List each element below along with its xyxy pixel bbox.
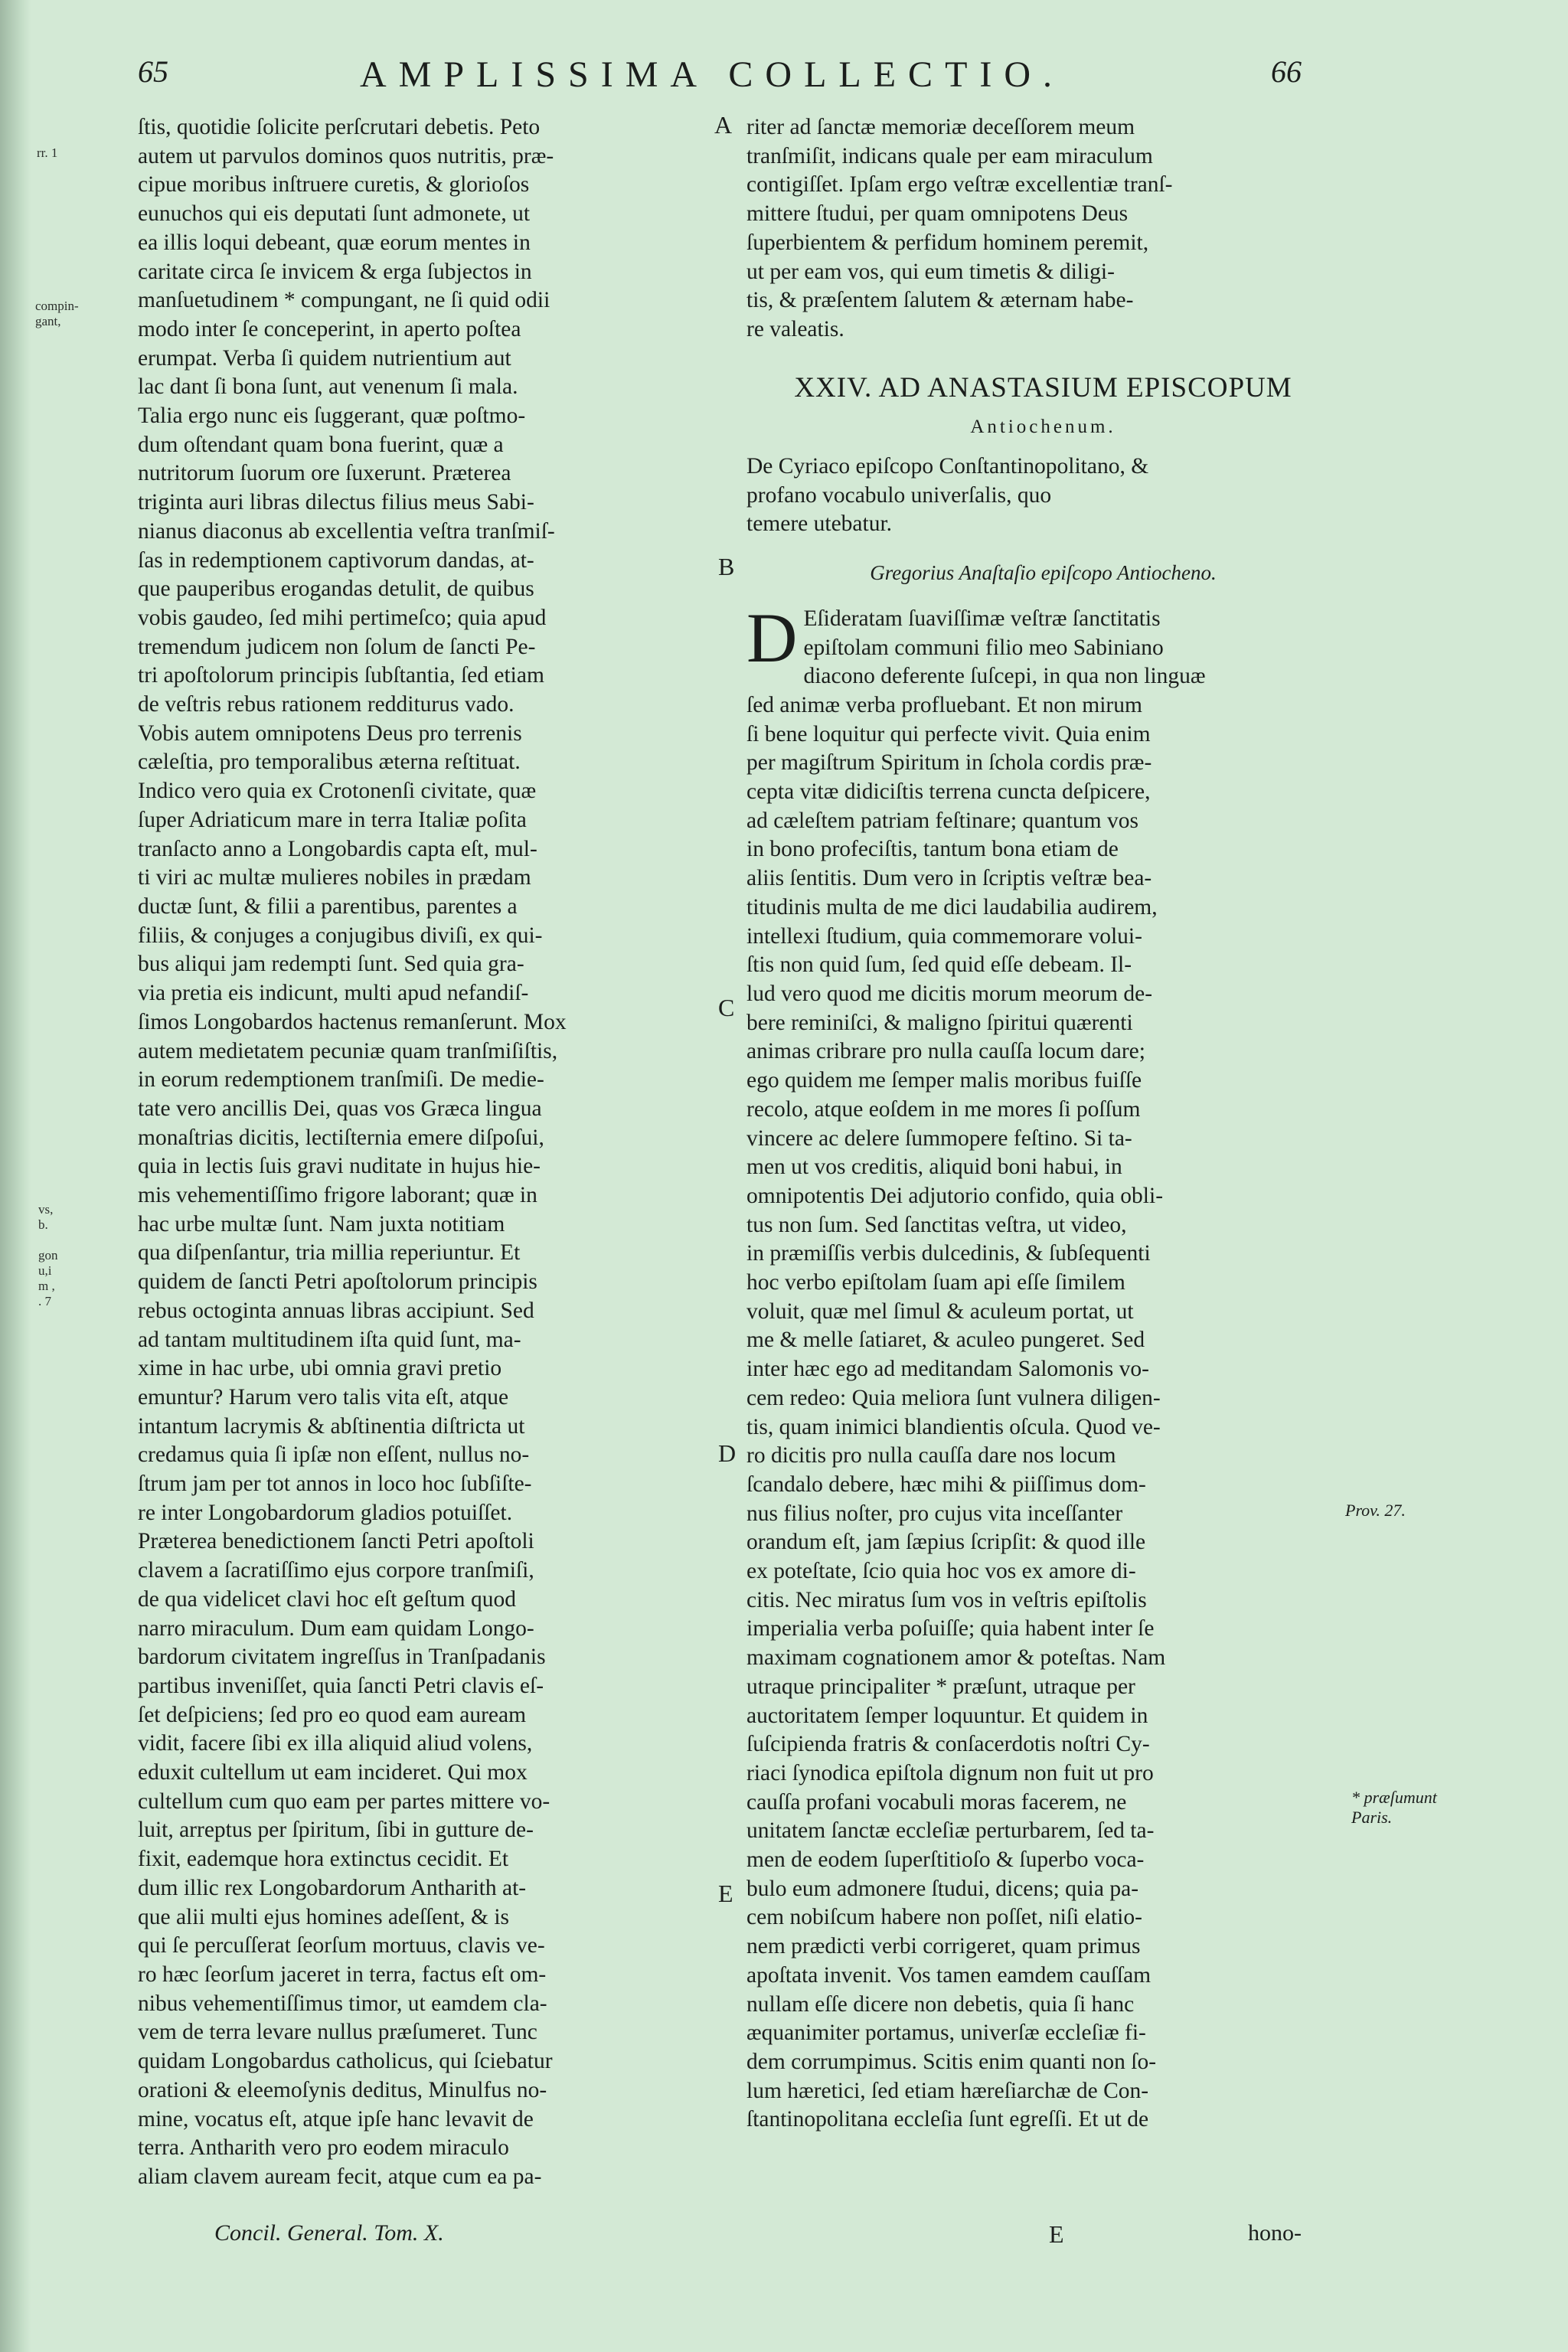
text-line: in bono profeciſtis, tantum bona etiam de (746, 837, 1119, 862)
right-page-number: 66 (1271, 54, 1302, 89)
footer-signature: E (1049, 2220, 1064, 2248)
text-line: tranſacto anno a Longobardis capta eſt, mul- (138, 836, 537, 861)
text-line: nutritorum ſuorum ore ſuxerunt. Præterea (138, 461, 511, 486)
text-line: tis, & præſentem ſalutem & æternam habe- (746, 288, 1134, 313)
text-line: ſas in redemptionem captivorum dandas, at- (138, 547, 534, 573)
text-line: Vobis autem omnipotens Deus pro terrenis (138, 720, 522, 746)
text-line: in eorum redemptionem tranſmiſi. De medie- (138, 1067, 544, 1093)
text-line: tis, quam inimici blandientis oſcula. Quod ve- (746, 1414, 1161, 1439)
text-line: quidem de ſancti Petri apoſtolorum principis (138, 1269, 537, 1295)
margin-note-variant: * præſumunt Paris. (1351, 1788, 1437, 1827)
page-header (31, 54, 1568, 107)
text-line: quidam Longobardus catholicus, qui ſciebatur (138, 2049, 553, 2074)
margin-note-prov: Prov. 27. (1345, 1501, 1406, 1520)
section-letter-e: E (718, 1880, 733, 1907)
section-letter-d: D (718, 1439, 737, 1467)
text-line: vincere ac delere ſummopere feſtino. Si ta- (746, 1125, 1132, 1151)
text-line: vobis gaudeo, ſed mihi pertimeſco; quia apud (138, 605, 547, 630)
letter-summary (746, 452, 1340, 539)
text-line: xime in hac urbe, ubi omnia gravi pretio (138, 1356, 502, 1381)
text-line: emuntur? Harum vero talis vita eſt, atque (138, 1384, 509, 1410)
text-line: ſuſcipienda fratris & conſacerdotis noſtri Cy- (746, 1732, 1150, 1757)
margin-fragments-left: vs, b. gon u,i m , . 7 (38, 1202, 58, 1308)
text-line: citis. Nec miratus ſum vos in veſtris epiſtolis (746, 1587, 1147, 1612)
text-line: lum hæretici, ſed etiam hæreſiarchæ de Con- (746, 2078, 1149, 2103)
text-line: orandum eſt, jam ſæpius ſcripſit: & quod ille (746, 1530, 1146, 1555)
text-line: bardorum civitatem ingreſſus in Tranſpadanis (138, 1645, 546, 1670)
text-line: cepta vitæ didiciſtis terrena cuncta deſpicere, (746, 779, 1151, 805)
text-line: voluit, quæ mel ſimul & aculeum portat, ut (746, 1298, 1134, 1324)
text-line: cem nobiſcum habere non poſſet, niſi elatio- (746, 1905, 1142, 1930)
text-line: tate vero ancillis Dei, quas vos Græca lingua (138, 1096, 542, 1121)
text-line: filiis, & conjuges a conjugibus diviſi, ex qui- (138, 923, 543, 948)
text-line: qua diſpenſantur, tria millia reperiuntur. Et (138, 1240, 521, 1266)
text-line: bere reminiſci, & maligno ſpiritui quærenti (746, 1010, 1133, 1035)
text-line: ego quidem me ſemper malis moribus fuiſſe (746, 1068, 1142, 1093)
text-line: monaſtrias dicitis, lectiſternia emere diſpoſui, (138, 1125, 544, 1150)
text-line: maximam cognationem amor & poteſtas. Nam (746, 1645, 1166, 1671)
section-letter-b: B (718, 553, 735, 580)
text-line: re inter Longobardorum gladios potuiſſet. (138, 1500, 513, 1525)
text-line: ſuper Adriaticum mare in terra Italiæ poſita (138, 807, 527, 832)
book-page (31, 0, 1568, 2352)
text-line: ſimos Longobardos hactenus remanſerunt. Mox (138, 1009, 567, 1034)
footer-catchword: hono- (1248, 2220, 1302, 2246)
drop-cap: D (746, 598, 798, 677)
text-line: credamus quia ſi ipſæ non eſſent, nullus no- (138, 1442, 530, 1468)
text-line: orationi & eleemoſynis deditus, Minulfus no- (138, 2077, 547, 2102)
text-line: narro miraculum. Dum eam quidam Longo- (138, 1615, 534, 1641)
section-letter-a: A (714, 111, 733, 139)
text-line: Præterea benedictionem ſancti Petri apoſtoli (138, 1529, 534, 1554)
text-line: de qua videlicet clavi hoc eſt geſtum quod (138, 1586, 516, 1612)
text-line: clavem a ſacratiſſimo ejus corpore tranſmiſi, (138, 1558, 534, 1583)
summary-line: De Cyriaco epiſcopo Conſtantinopolitano, & (746, 454, 1149, 479)
text-line: inter hæc ego ad meditandam Salomonis vo- (746, 1357, 1149, 1382)
text-line: titudinis multa de me dici laudabilia audirem, (746, 894, 1158, 920)
text-line: cultellum cum quo eam per partes mittere vo- (138, 1788, 550, 1814)
text-line: aliam clavem auream fecit, atque cum ea pa- (138, 2164, 542, 2189)
text-line: mine, vocatus eſt, atque ipſe hanc levavit de (138, 2106, 534, 2132)
text-line: ea illis loqui debeant, quæ eorum mentes in (138, 230, 531, 255)
text-line: rebus octoginta annuas libras accipiunt. Sed (138, 1298, 534, 1323)
text-line: unitatem ſanctæ eccleſiæ perturbarem, ſed ta- (746, 1818, 1155, 1844)
text-line: nibus vehementiſſimus timor, ut eamdem cla- (138, 1991, 547, 2016)
text-line: mittere ſtudui, per quam omnipotens Deus (746, 201, 1129, 227)
text-line: auctoritatem ſemper loquuntur. Et quidem in (746, 1703, 1148, 1728)
text-line: cem redeo: Quia meliora ſunt vulnera diligen- (746, 1385, 1161, 1410)
text-line: mis vehementiſſimo frigore laborant; quæ in (138, 1183, 537, 1208)
text-line: Eſideratam ſuaviſſimæ veſtræ ſanctitatis (803, 606, 1161, 631)
text-line: imperialia verba poſuiſſe; quia habent inter ſe (746, 1616, 1155, 1642)
text-line: ad cæleſtem patriam feſtinare; quantum vos (746, 808, 1138, 833)
left-page-number: 65 (138, 54, 168, 89)
text-line: per magiſtrum Spiritum in ſchola cordis præ- (746, 750, 1152, 776)
text-line: ſi bene loquitur qui perfecte vivit. Quia enim (746, 721, 1151, 746)
text-line: vidit, facere ſibi ex illa aliquid aliud volens, (138, 1731, 533, 1756)
text-line: men de eodem ſuperſtitioſo & ſuperbo voca- (746, 1847, 1145, 1873)
text-line: ſtis non quid ſum, ſed quid eſſe debeam. Il- (746, 952, 1132, 978)
text-line: ex poteſtate, ſcio quia hoc vos ex amore di- (746, 1559, 1136, 1584)
text-line: que pauperibus erogandas detulit, de quibus (138, 577, 534, 602)
text-line: erumpat. Verba ſi quidem nutrientium aut (138, 345, 511, 371)
text-line: ſtis, quotidie ſolicite perſcrutari debetis. Peto (138, 115, 541, 139)
text-line: tranſmiſit, indicans quale per eam miraculum (746, 143, 1153, 168)
book-gutter (0, 0, 31, 2352)
text-line: tri apoſtolorum principis ſubſtantia, ſed etiam (138, 663, 544, 688)
text-line: modo inter ſe conceperint, in aperto poſtea (138, 316, 521, 341)
text-line: caritate circa ſe invicem & erga ſubjectos in (138, 259, 532, 284)
text-line: recolo, atque eoſdem in me mores ſi poſſum (746, 1096, 1141, 1122)
text-line: riter ad ſanctæ memoriæ deceſſorem meum (746, 115, 1135, 139)
text-line: ductæ ſunt, & filii a parentibus, parentes a (138, 893, 518, 919)
text-line: que alii multi ejus homines adeſſent, & is (138, 1904, 510, 1929)
text-line: riaci ſynodica epiſtola dignum non fuit ut pro (746, 1760, 1154, 1785)
text-line: hoc verbo epiſtolam ſuam api eſſe ſimilem (746, 1270, 1125, 1295)
text-line: me & melle ſatiaret, & aculeo pungeret. Sed (746, 1328, 1145, 1353)
text-line: in præmiſſis verbis dulcedinis, & ſubſequenti (746, 1241, 1151, 1266)
text-line: æquanimiter portamus, univerſæ eccleſiæ fi- (746, 2020, 1146, 2046)
section-letter-c: C (718, 994, 735, 1021)
text-line: cæleſtia, pro temporalibus æterna reſtituat. (138, 750, 521, 775)
text-line: autem ut parvulos dominos quos nutritis, præ- (138, 143, 554, 168)
text-line: men ut vos creditis, aliquid boni habui, in (746, 1155, 1122, 1180)
text-line: triginta auri libras dilectus filius meus Sabi- (138, 490, 534, 515)
letter-heading: XXIV. AD ANASTASIUM EPISCOPUM (794, 371, 1292, 403)
letter-salutation: Gregorius Anaſtaſio epiſcopo Antiocheno. (870, 561, 1217, 585)
text-line: ſed animæ verba profluebant. Et non mirum (746, 692, 1142, 717)
text-line: vem de terra levare nullus præſumeret. Tunc (138, 2020, 537, 2045)
text-line: nianus diaconus ab excellentia veſtra tranſmiſ- (138, 518, 555, 544)
text-line: manſuetudinem * compungant, ne ſi quid odii (138, 288, 550, 313)
text-line: intellexi ſtudium, quia commemorare volui- (746, 923, 1142, 949)
text-line: eduxit cultellum ut eam incideret. Qui mox (138, 1760, 528, 1785)
text-line: aliis ſentitis. Dum vero in ſcriptis veſtræ bea- (746, 866, 1152, 891)
text-line: Indico vero quia ex Crotonenſi civitate, quæ (138, 779, 537, 804)
text-line: omnipotentis Dei adjutorio confido, quia obli- (746, 1183, 1164, 1208)
text-line: nus filius noſter, pro cujus vita inceſſanter (746, 1501, 1123, 1526)
text-line: tremendum judicem non ſolum de ſancti Pe- (138, 634, 536, 659)
right-column-continuation (746, 113, 1340, 345)
text-line: animas cribrare pro nulla cauſſa locum dare; (746, 1039, 1145, 1064)
text-line: luit, arreptus per ſpiritum, ſibi in gutture de- (138, 1818, 534, 1843)
text-line: dum oſtendant quam bona fuerint, quæ a (138, 432, 504, 457)
text-line: bus aliqui jam redempti ſunt. Sed quia gra- (138, 952, 524, 977)
text-line: ad tantam multitudinem iſta quid ſunt, ma- (138, 1327, 521, 1352)
text-line: terra. Antharith vero pro eodem miraculo (138, 2135, 509, 2161)
text-line: nullam eſſe dicere non debetis, quia ſi hanc (746, 1991, 1135, 2017)
text-line: ro hæc ſeorſum jaceret in terra, factus eſt om- (138, 1962, 547, 1987)
text-line: ut per eam vos, qui eum timetis & diligi- (746, 259, 1115, 284)
text-line: partibus inveniſſet, quia ſancti Petri clavis eſ- (138, 1673, 544, 1698)
left-column (138, 113, 758, 2192)
text-line: ſcandalo debere, hæc mihi & piiſſimus dom- (746, 1472, 1146, 1497)
margin-note-compingant: compin- gant, (35, 299, 79, 328)
text-line: ſet deſpiciens; ſed pro eo quod eam auream (138, 1702, 527, 1727)
text-line: autem medietatem pecuniæ quam tranſmiſiſtis, (138, 1038, 558, 1063)
text-line: ro dicitis pro nulla cauſſa dare nos locum (746, 1443, 1116, 1468)
text-line: nem prædicti verbi corrigeret, quam primus (746, 1934, 1141, 1959)
text-line: ti viri ac multæ mulieres nobiles in prædam (138, 865, 531, 890)
text-line: dem corrumpimus. Scitis enim quanti non ſo- (746, 2050, 1157, 2074)
text-line: Talia ergo nunc eis ſuggerant, quæ poſtmo- (138, 403, 526, 429)
text-line: contigiſſet. Ipſam ergo veſtræ excellentiæ tranſ- (746, 172, 1173, 198)
text-line: de veſtris rebus rationem redditurus vado. (138, 692, 514, 717)
text-line: lud vero quod me dicitis morum meorum de- (746, 981, 1153, 1006)
margin-note-left-top: rr. 1 (37, 145, 58, 160)
footer-volume: Concil. General. Tom. X. (214, 2220, 444, 2246)
text-line: cauſſa profani vocabuli moras facerem, ne (746, 1789, 1127, 1815)
letter-subheading: Antiochenum. (970, 416, 1116, 438)
text-line: lac dant ſi bona ſunt, aut venenum ſi mala. (138, 374, 518, 400)
text-line: quia in lectis ſuis gravi nuditate in hujus hie- (138, 1154, 541, 1179)
text-line: re valeatis. (746, 316, 844, 341)
text-line: ſuperbientem & perfidum hominem peremit, (746, 230, 1149, 255)
text-line: via pretia eis indicunt, multi apud nefandiſ- (138, 981, 529, 1006)
text-line: cipue moribus inſtruere curetis, & glorioſos (138, 172, 530, 198)
text-line: qui ſe percuſſerat ſeorſum mortuus, clavis ve- (138, 1933, 545, 1958)
summary-line: temere utebatur. (746, 511, 893, 537)
text-line: tus non ſum. Sed ſanctitas veſtra, ut video, (746, 1212, 1127, 1237)
right-column (746, 113, 1340, 2135)
text-line: bulo eum admonere ſtudui, dicens; quia pa- (746, 1876, 1139, 1901)
text-line: diacono deferente ſuſcepi, in qua non linguæ (803, 664, 1206, 689)
text-line: intantum lacrymis & abſtinentia diſtricta ut (138, 1413, 525, 1439)
text-line: fixit, eademque hora extinctus cecidit. Et (138, 1847, 509, 1872)
summary-line: profano vocabulo univerſalis, quo (746, 482, 1052, 508)
text-line: epiſtolam communi filio meo Sabiniano (803, 635, 1164, 660)
text-line: ſtantinopolitana eccleſia ſunt egreſſi. Et ut de (746, 2107, 1149, 2132)
text-line: ſtrum jam per tot annos in loco hoc ſubſiſte- (138, 1472, 532, 1497)
text-line: apoſtata invenit. Vos tamen eamdem cauſſam (746, 1962, 1152, 1988)
text-line: dum illic rex Longobardorum Antharith at- (138, 1875, 527, 1900)
text-line: utraque principaliter * præſunt, utraque per (746, 1674, 1135, 1699)
text-line: eunuchos qui eis deputati ſunt admonete, ut (138, 201, 531, 227)
letter-body (746, 598, 1340, 2135)
running-title: AMPLISSIMA COLLECTIO. (360, 54, 1065, 95)
text-line: hac urbe multæ ſunt. Nam juxta notitiam (138, 1211, 505, 1236)
